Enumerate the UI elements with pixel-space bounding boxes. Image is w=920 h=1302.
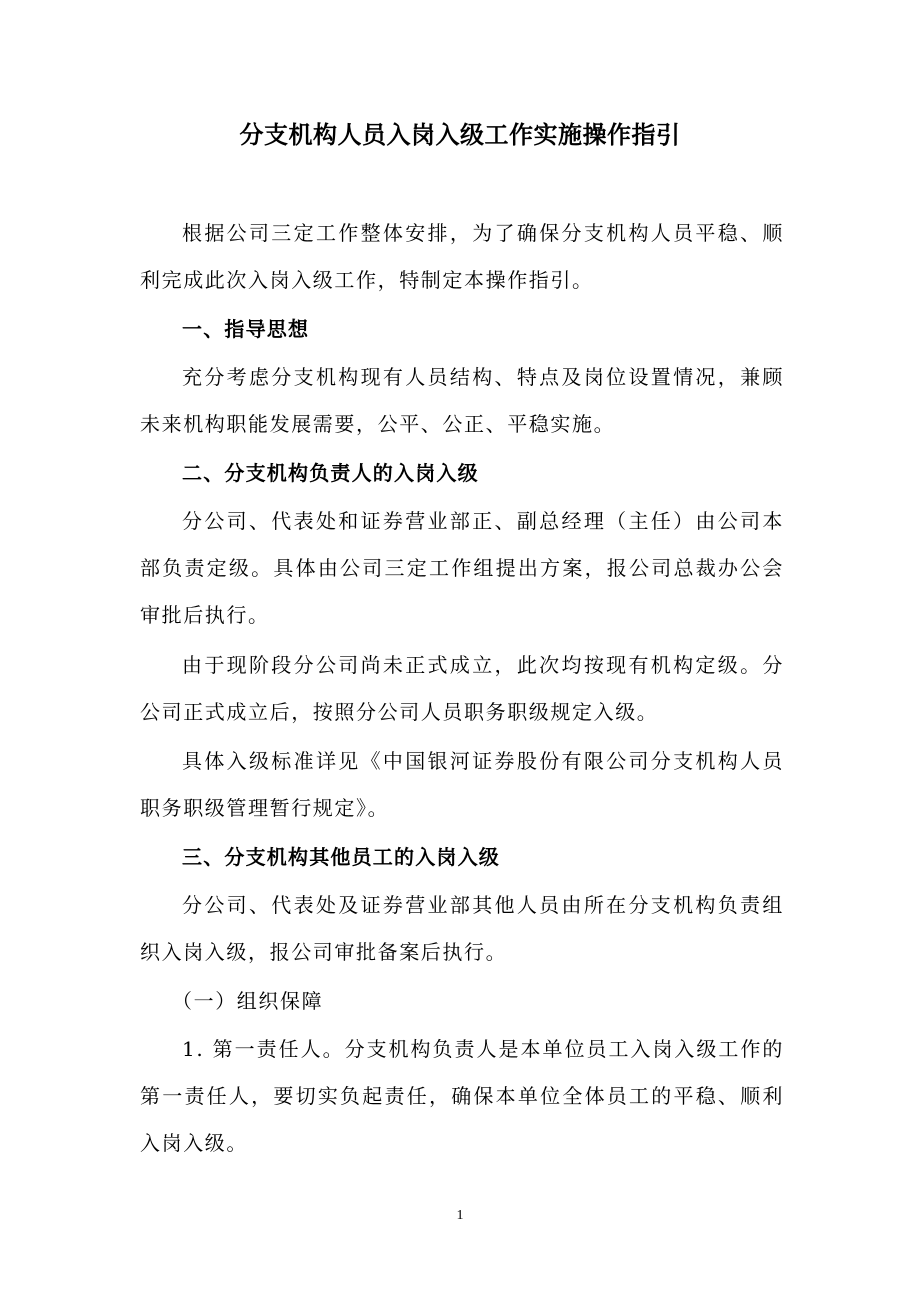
intro-paragraph: 根据公司三定工作整体安排，为了确保分支机构人员平稳、顺利完成此次入岗入级工作，特制定本操作指引。: [140, 221, 784, 292]
section-3-item-1: 1. 第一责任人。分支机构负责人是本单位员工入岗入级工作的第一责任人，要切实负起责任，确保本单位全体员工的平稳、顺利入岗入级。: [140, 1037, 784, 1155]
document-title: 分支机构人员入岗入级工作实施操作指引: [239, 121, 681, 149]
section-3-heading: 三、分支机构其他员工的入岗入级: [182, 845, 500, 869]
page-number: 1: [456, 1208, 464, 1223]
section-1-paragraph: 充分考虑分支机构现有人员结构、特点及岗位设置情况，兼顾未来机构职能发展需要，公平、公正、平稳实施。: [140, 365, 784, 436]
section-1-heading: 一、指导思想: [182, 317, 310, 341]
section-2-paragraph-3: 具体入级标准详见《中国银河证券股份有限公司分支机构人员职务职级管理暂行规定》。: [140, 749, 784, 820]
section-2-paragraph-2: 由于现阶段分公司尚未正式成立，此次均按现有机构定级。分公司正式成立后，按照分公司人员职务职级规定入级。: [140, 653, 784, 724]
section-2-paragraph-1: 分公司、代表处和证券营业部正、副总经理（主任）由公司本部负责定级。具体由公司三定工作组提出方案，报公司总裁办公会审批后执行。: [140, 509, 784, 627]
section-3-subheading: （一）组织保障: [172, 989, 324, 1013]
section-2-heading: 二、分支机构负责人的入岗入级: [182, 461, 479, 485]
section-3-paragraph: 分公司、代表处及证券营业部其他人员由所在分支机构负责组织入岗入级，报公司审批备案后执行。: [140, 893, 784, 964]
